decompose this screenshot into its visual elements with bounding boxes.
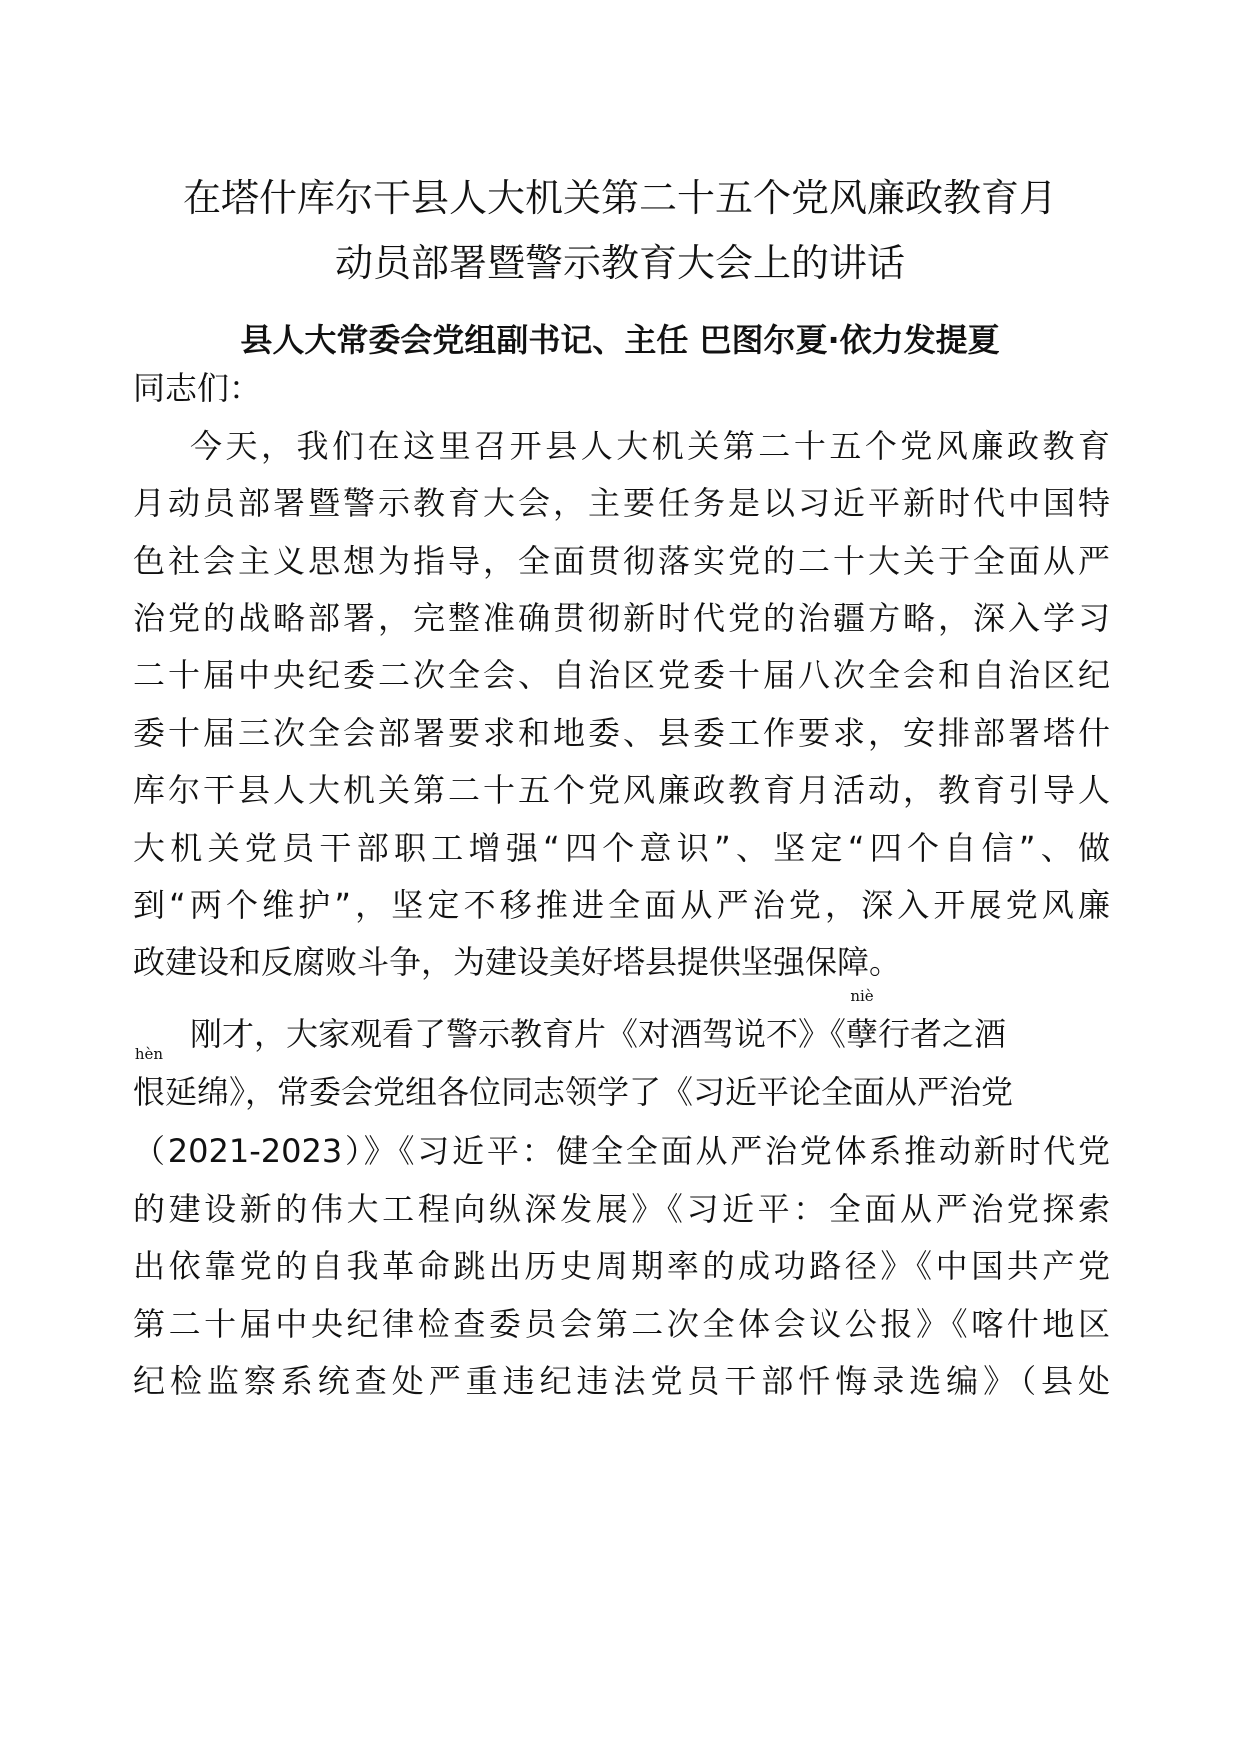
paragraph-1-line: 色社会主义思想为指导，全面贯彻落实党的二十大关于全面从严 (133, 542, 1110, 580)
paragraph-1-line: 今天，我们在这里召开县人大机关第二十五个党风廉政教育 (190, 427, 1110, 465)
document-title-line-1: 在塔什库尔干县人大机关第二十五个党风廉政教育月 (182, 176, 1057, 220)
salutation: 同志们： (133, 369, 262, 407)
paragraph-2-line: 第二十届中央纪律检查委员会第二次全体会议公报》《喀什地区 (133, 1305, 1110, 1343)
speaker-byline: 县人大常委会党组副书记、主任 巴图尔夏·依力发提夏 (240, 321, 1000, 359)
paragraph-2-line: 的建设新的伟大工程向纵深发展》《习近平：全面从严治党探索 (133, 1190, 1110, 1228)
paragraph-1-line: 库尔干县人大机关第二十五个党风廉政教育月活动，教育引导人 (133, 771, 1110, 809)
pinyin-annotation: hèn (134, 1045, 164, 1063)
paragraph-1-line: 月动员部署暨警示教育大会，主要任务是以习近平新时代中国特 (133, 484, 1110, 522)
annotated-character (846, 987, 879, 1056)
paragraph-2-text: 刚才，大家观看了警示教育片《对酒驾说不》《 (190, 1015, 847, 1053)
paragraph-1-line: 政建设和反腐败斗争，为建设美好塔县提供坚强保障。 (133, 943, 902, 981)
paragraph-2-text: 延绵》，常委会党组各位同志领学了《习近平论全面从严治党 (165, 1073, 1014, 1111)
annotated-character-text: 恨 (133, 1073, 166, 1111)
pinyin-annotation: niè (850, 987, 874, 1005)
paragraph-1-line: 委十届三次全会部署要求和地委、县委工作要求，安排部署塔什 (133, 714, 1110, 752)
paragraph-1-line: 到“两个维护”，坚定不移推进全面从严治党，深入开展党风廉 (133, 886, 1110, 924)
document-title-line-2: 动员部署暨警示教育大会上的讲话 (334, 241, 905, 285)
annotated-character (133, 1045, 166, 1114)
paragraph-1-line: 治党的战略部署，完整准确贯彻新时代党的治疆方略，深入学习 (133, 599, 1110, 637)
paragraph-1-line: 二十届中央纪委二次全会、自治区党委十届八次全会和自治区纪 (133, 656, 1110, 694)
paragraph-2-line: （2021-2023）》《习近平：健全全面从严治党体系推动新时代党 (133, 1132, 1110, 1170)
paragraph-2-line: 纪检监察系统查处严重违纪违法党员干部忏悔录选编》（县处 (133, 1362, 1110, 1400)
annotated-character-text: 孽 (846, 1015, 879, 1053)
paragraph-2-line (190, 987, 1110, 1056)
paragraph-2-text: 行者之酒 (878, 1015, 1007, 1053)
paragraph-1-line: 大机关党员干部职工增强“四个意识”、坚定“四个自信”、做 (133, 829, 1110, 867)
paragraph-2-line (133, 1045, 1110, 1114)
paragraph-2-line: 出依靠党的自我革命跳出历史周期率的成功路径》《中国共产党 (133, 1247, 1110, 1285)
